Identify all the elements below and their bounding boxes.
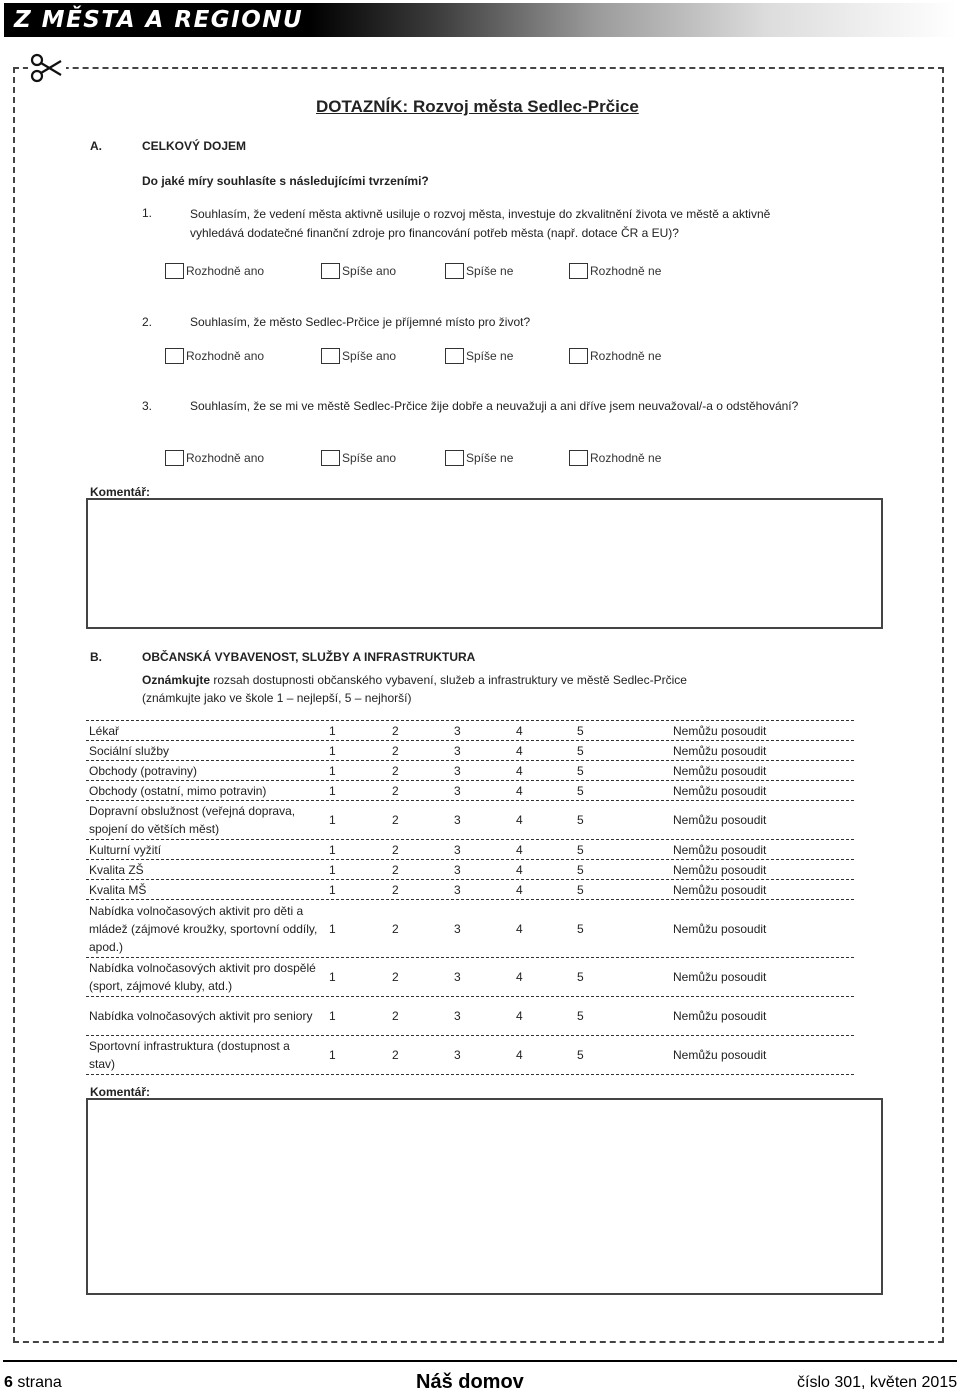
- rating-row: [86, 801, 854, 840]
- option-label: Spíše ne: [466, 264, 514, 278]
- grade-5[interactable]: 5: [577, 862, 584, 877]
- grade-3[interactable]: 3: [454, 842, 461, 857]
- footer-rule: [3, 1360, 957, 1362]
- grade-5[interactable]: 5: [577, 1048, 584, 1062]
- issue-info: číslo 301, květen 2015: [797, 1374, 958, 1391]
- grade-3[interactable]: 3: [454, 813, 461, 827]
- checkbox[interactable]: [569, 348, 588, 364]
- cannot-judge-option[interactable]: Nemůžu posoudit: [673, 862, 767, 877]
- section-title: Z MĚSTA A REGIONU: [14, 7, 304, 33]
- section-b-intro: [142, 673, 687, 687]
- rating-row-label: Nabídka volnočasových aktivit pro seniory: [89, 1009, 313, 1023]
- option-rozhodne-ano[interactable]: [165, 261, 264, 281]
- section-a-letter: A.: [90, 139, 102, 153]
- rating-row-label: Nabídka volnočasových aktivit pro dospělé (sport, zájmové kluby, atd.): [89, 961, 316, 993]
- question-2-number: 2.: [142, 315, 153, 329]
- comment-b-label: Komentář:: [90, 1085, 151, 1099]
- grade-1[interactable]: 1: [329, 1048, 336, 1062]
- rating-row: [86, 761, 854, 781]
- page-num: 6: [4, 1374, 13, 1391]
- option-spise-ano[interactable]: [321, 346, 396, 366]
- checkbox[interactable]: [569, 263, 588, 279]
- grade-4[interactable]: 4: [516, 783, 523, 798]
- section-b-title: OBČANSKÁ VYBAVENOST, SLUŽBY A INFRASTRUKTURA: [142, 650, 476, 664]
- grade-1[interactable]: 1: [329, 763, 336, 778]
- comment-b-box[interactable]: [86, 1098, 883, 1295]
- option-label: Rozhodně ne: [590, 451, 662, 465]
- rating-row: [86, 840, 854, 860]
- grade-3[interactable]: 3: [454, 921, 461, 936]
- rating-row: [86, 721, 854, 741]
- grade-3[interactable]: 3: [454, 970, 461, 984]
- option-label: Spíše ne: [466, 451, 514, 465]
- checkbox[interactable]: [445, 348, 464, 364]
- grade-1[interactable]: 1: [329, 1009, 336, 1023]
- question-1-text: Souhlasím, že vedení města aktivně usiluje o rozvoj města, investuje do zkvalitnění života ve městě a aktivně vyhledává dodatečné finanční zdroje pro financování potřeb města (např. dotace ČR a EU)?: [190, 207, 771, 240]
- grade-5[interactable]: 5: [577, 763, 584, 778]
- option-label: Rozhodně ne: [590, 264, 662, 278]
- grade-2[interactable]: 2: [392, 783, 399, 798]
- option-spise-ne[interactable]: [445, 448, 513, 468]
- checkbox[interactable]: [165, 450, 184, 466]
- rating-row-label: Kvalita MŠ: [89, 882, 147, 897]
- grade-5[interactable]: 5: [577, 1009, 584, 1023]
- comment-a-box[interactable]: [86, 498, 883, 629]
- checkbox[interactable]: [321, 348, 340, 364]
- rating-row: [86, 880, 854, 900]
- grade-5[interactable]: 5: [577, 970, 584, 984]
- cannot-judge-option[interactable]: Nemůžu posoudit: [673, 723, 767, 738]
- option-spise-ano[interactable]: [321, 448, 396, 468]
- option-rozhodne-ne[interactable]: [569, 448, 661, 468]
- option-label: Spíše ano: [342, 451, 397, 465]
- grade-4[interactable]: 4: [516, 970, 523, 984]
- rating-row-label: Nabídka volnočasových aktivit pro děti a mládež (zájmové kroužky, sportovní oddíly, apod.): [89, 903, 318, 954]
- question-3-options: [165, 448, 725, 468]
- question-1-options: [165, 261, 725, 281]
- option-spise-ne[interactable]: [445, 346, 513, 366]
- questionnaire-title: DOTAZNÍK: Rozvoj města Sedlec-Prčice: [316, 97, 639, 116]
- grade-2[interactable]: 2: [392, 1048, 399, 1062]
- grade-2[interactable]: 2: [392, 842, 399, 857]
- rating-row: [86, 741, 854, 761]
- question-2-text: Souhlasím, že město Sedlec-Prčice je příjemné místo pro život?: [190, 315, 531, 329]
- cannot-judge-option[interactable]: Nemůžu posoudit: [673, 842, 767, 857]
- grade-2[interactable]: 2: [392, 723, 399, 738]
- question-3-text: Souhlasím, že se mi ve městě Sedlec-Prčice žije dobře a neuvažuji a ani dříve jsem neuvažoval/-a o odstěhování?: [190, 399, 799, 413]
- grade-3[interactable]: 3: [454, 1048, 461, 1062]
- section-a-prompt: Do jaké míry souhlasíte s následujícími tvrzeními?: [142, 174, 429, 188]
- grade-2[interactable]: 2: [392, 813, 399, 827]
- option-rozhodne-ano[interactable]: [165, 346, 264, 366]
- grade-1[interactable]: 1: [329, 813, 336, 827]
- cannot-judge-option[interactable]: Nemůžu posoudit: [673, 970, 767, 984]
- cannot-judge-option[interactable]: Nemůžu posoudit: [673, 1048, 767, 1062]
- grade-1[interactable]: 1: [329, 723, 336, 738]
- option-label: Spíše ano: [342, 349, 397, 363]
- rating-row: [86, 1036, 854, 1075]
- grade-4[interactable]: 4: [516, 743, 523, 758]
- grade-1[interactable]: 1: [329, 743, 336, 758]
- rating-row-label: Obchody (potraviny): [89, 763, 198, 778]
- grade-2[interactable]: 2: [392, 970, 399, 984]
- checkbox[interactable]: [321, 450, 340, 466]
- grade-2[interactable]: 2: [392, 882, 399, 897]
- grade-5[interactable]: 5: [577, 783, 584, 798]
- grade-2[interactable]: 2: [392, 1009, 399, 1023]
- checkbox[interactable]: [321, 263, 340, 279]
- grade-2[interactable]: 2: [392, 763, 399, 778]
- grade-4[interactable]: 4: [516, 882, 523, 897]
- grade-1[interactable]: 1: [329, 882, 336, 897]
- cannot-judge-option[interactable]: Nemůžu posoudit: [673, 1009, 767, 1023]
- grade-4[interactable]: 4: [516, 921, 523, 936]
- option-spise-ano[interactable]: [321, 261, 396, 281]
- grade-4[interactable]: 4: [516, 1048, 523, 1062]
- option-label: Rozhodně ano: [186, 264, 265, 278]
- rating-row-label: Kvalita ZŠ: [89, 862, 144, 877]
- grade-2[interactable]: 2: [392, 921, 399, 936]
- rating-row-label: Sportovní infrastruktura (dostupnost a stav): [89, 1039, 290, 1071]
- grade-5[interactable]: 5: [577, 723, 584, 738]
- section-banner: [4, 3, 956, 37]
- cannot-judge-option[interactable]: Nemůžu posoudit: [673, 783, 767, 798]
- checkbox[interactable]: [569, 450, 588, 466]
- page-number: [4, 1374, 62, 1392]
- section-b-letter: B.: [90, 650, 102, 664]
- intro-rest: rozsah dostupnosti občanského vybavení, služeb a infrastruktury ve městě Sedlec-Prčice: [210, 673, 687, 687]
- rating-row: [86, 860, 854, 880]
- grade-2[interactable]: 2: [392, 862, 399, 877]
- grade-4[interactable]: 4: [516, 1009, 523, 1023]
- grade-5[interactable]: 5: [577, 921, 584, 936]
- section-a-title: CELKOVÝ DOJEM: [142, 139, 247, 153]
- checkbox[interactable]: [165, 348, 184, 364]
- option-rozhodne-ne[interactable]: [569, 346, 661, 366]
- grade-4[interactable]: 4: [516, 842, 523, 857]
- section-b-note: (známkujte jako ve škole 1 – nejlepší, 5 – nejhorší): [142, 691, 412, 705]
- cannot-judge-option[interactable]: Nemůžu posoudit: [673, 882, 767, 897]
- grade-3[interactable]: 3: [454, 1009, 461, 1023]
- rating-row-label: Sociální služby: [89, 743, 170, 758]
- grade-3[interactable]: 3: [454, 783, 461, 798]
- rating-table: [86, 720, 854, 1075]
- rating-row-label: Kulturní vyžití: [89, 842, 162, 857]
- scissors-icon: [28, 52, 66, 84]
- question-3-number: 3.: [142, 399, 153, 413]
- magazine-name: Náš domov: [416, 1371, 524, 1393]
- option-label: Spíše ano: [342, 264, 397, 278]
- rating-row-label: Lékař: [89, 723, 120, 738]
- grade-4[interactable]: 4: [516, 763, 523, 778]
- page-word: strana: [17, 1374, 62, 1391]
- rating-row-label: Obchody (ostatní, mimo potravin): [89, 783, 267, 798]
- checkbox[interactable]: [165, 263, 184, 279]
- option-label: Spíše ne: [466, 349, 514, 363]
- grade-5[interactable]: 5: [577, 842, 584, 857]
- question-1-number: 1.: [142, 206, 153, 220]
- option-label: Rozhodně ano: [186, 451, 265, 465]
- grade-1[interactable]: 1: [329, 921, 336, 936]
- grade-5[interactable]: 5: [577, 882, 584, 897]
- option-label: Rozhodně ne: [590, 349, 662, 363]
- rating-row: [86, 900, 854, 958]
- option-rozhodne-ano[interactable]: [165, 448, 264, 468]
- grade-5[interactable]: 5: [577, 743, 584, 758]
- grade-3[interactable]: 3: [454, 862, 461, 877]
- grade-5[interactable]: 5: [577, 813, 584, 827]
- grade-4[interactable]: 4: [516, 813, 523, 827]
- rating-row: [86, 997, 854, 1036]
- grade-2[interactable]: 2: [392, 743, 399, 758]
- grade-3[interactable]: 3: [454, 882, 461, 897]
- checkbox[interactable]: [445, 450, 464, 466]
- question-2-options: [165, 346, 725, 366]
- rating-row: [86, 781, 854, 801]
- cannot-judge-option[interactable]: Nemůžu posoudit: [673, 743, 767, 758]
- rating-row: [86, 958, 854, 997]
- grade-3[interactable]: 3: [454, 743, 461, 758]
- grade-1[interactable]: 1: [329, 783, 336, 798]
- grade-3[interactable]: 3: [454, 763, 461, 778]
- checkbox[interactable]: [445, 263, 464, 279]
- option-spise-ne[interactable]: [445, 261, 513, 281]
- comment-a-label: Komentář:: [90, 485, 151, 499]
- option-rozhodne-ne[interactable]: [569, 261, 661, 281]
- grade-4[interactable]: 4: [516, 723, 523, 738]
- cannot-judge-option[interactable]: Nemůžu posoudit: [673, 921, 767, 936]
- intro-bold: Oznámkujte: [142, 673, 211, 687]
- cannot-judge-option[interactable]: Nemůžu posoudit: [673, 813, 767, 827]
- rating-row-label: Dopravní obslužnost (veřejná doprava, spojení do větších měst): [89, 804, 296, 836]
- grade-1[interactable]: 1: [329, 862, 336, 877]
- grade-3[interactable]: 3: [454, 723, 461, 738]
- grade-1[interactable]: 1: [329, 970, 336, 984]
- grade-4[interactable]: 4: [516, 862, 523, 877]
- cannot-judge-option[interactable]: Nemůžu posoudit: [673, 763, 767, 778]
- option-label: Rozhodně ano: [186, 349, 265, 363]
- grade-1[interactable]: 1: [329, 842, 336, 857]
